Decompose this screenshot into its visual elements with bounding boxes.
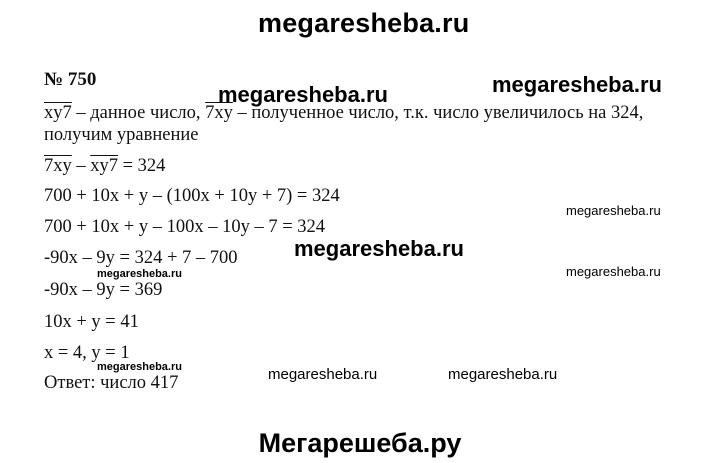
header-watermark: megaresheba.ru xyxy=(258,8,470,38)
problem-number: № 750 xyxy=(44,69,97,90)
footer-watermark: Мегарешеба.ру xyxy=(258,428,462,458)
watermark: megaresheba.ru xyxy=(448,366,558,383)
watermark: megaresheba.ru xyxy=(294,236,464,261)
solution-line-7: -90x – 9y = 369 xyxy=(44,280,163,300)
watermark: megaresheba.ru xyxy=(97,268,182,280)
solution-line-3: 7xy – xy7 = 324 xyxy=(44,156,166,176)
solution-line-2: получим уравнение xyxy=(44,125,199,145)
watermark: megaresheba.ru xyxy=(97,361,182,373)
solution-line-5: 700 + 10x + y – 100x – 10y – 7 = 324 xyxy=(44,217,326,237)
solution-line-8: 10x + y = 41 xyxy=(44,312,139,332)
solution-line-6: -90x – 9y = 324 + 7 – 700 xyxy=(44,248,238,268)
watermark: megaresheba.ru xyxy=(218,82,388,107)
solution-line-9: x = 4, y = 1 xyxy=(44,343,130,363)
number-7xy: 7xy xyxy=(205,103,233,123)
watermark: megaresheba.ru xyxy=(268,366,378,383)
watermark: megaresheba.ru xyxy=(566,203,661,218)
solution-line-4: 700 + 10x + y – (100x + 10y + 7) = 324 xyxy=(44,186,340,206)
number-xy7: xy7 xyxy=(44,103,72,123)
solution-line-1: xy7 – данное число, 7xy – полученное число, т.к. число увеличилось на 324, xyxy=(44,103,644,123)
answer-line: Ответ: число 417 xyxy=(44,373,179,393)
watermark: megaresheba.ru xyxy=(492,72,662,97)
watermark: megaresheba.ru xyxy=(566,264,661,279)
